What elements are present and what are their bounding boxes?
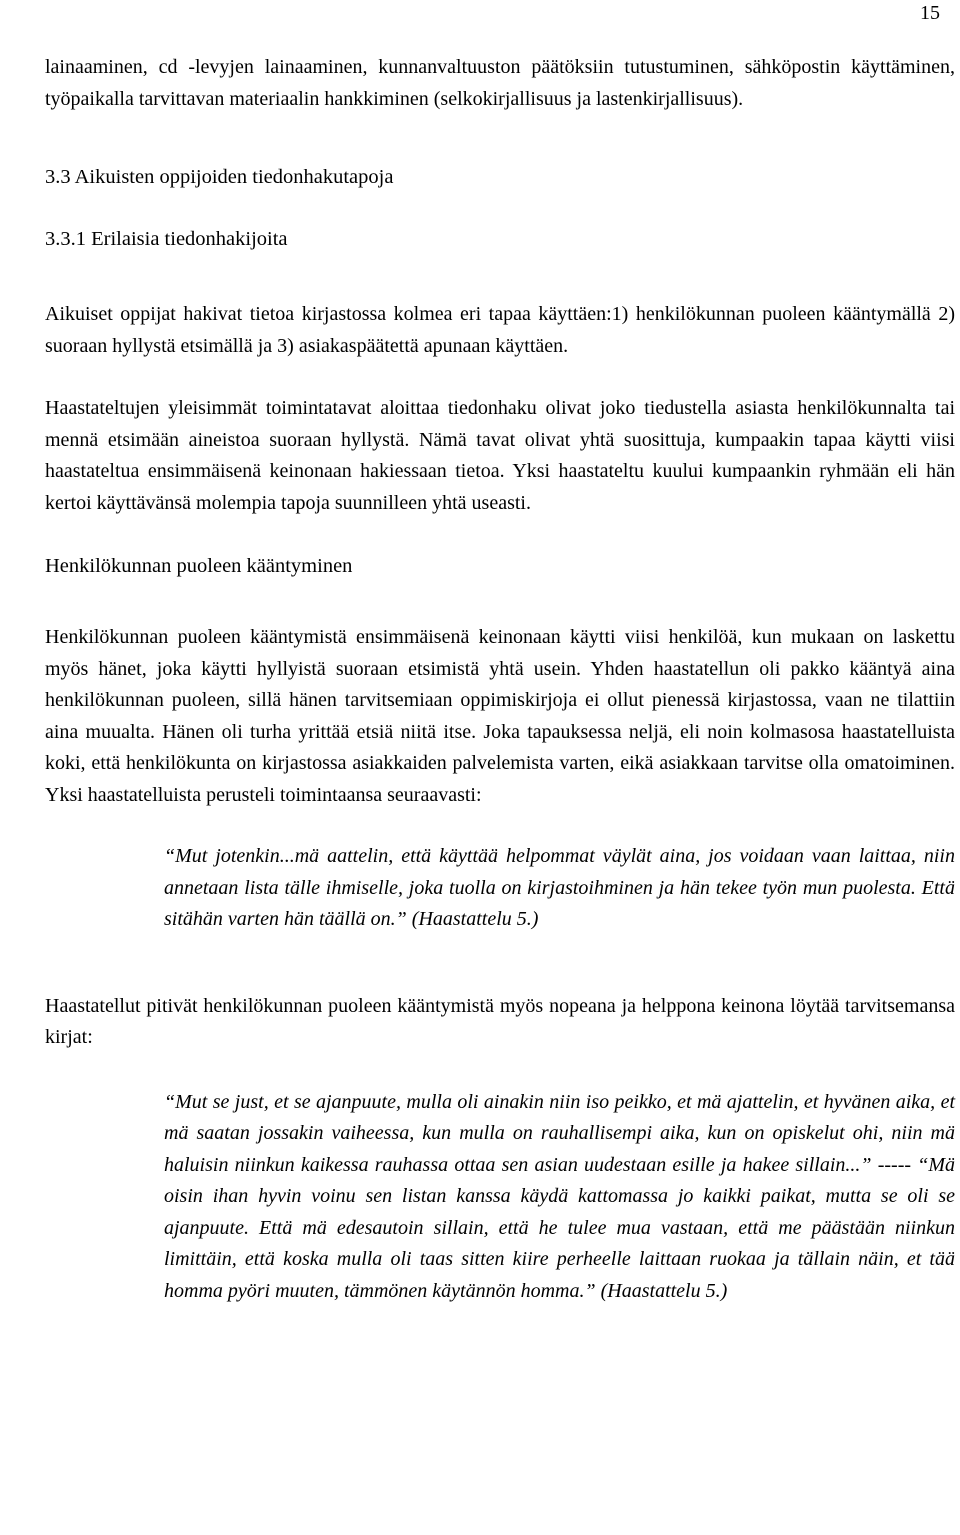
paragraph-staff-help: Henkilökunnan puoleen kääntymistä ensimmäisenä keinonaan käytti viisi henkilöä, kun mukaan on laskettu myös hänet, joka käytti hyllyistä suoraan etsimistä yhtä usein. Yhden haastatellun oli pakko kääntyä aina henkilökunnan puoleen, sillä hänen tarvitsemiaan oppimiskirjoja ei ollut pienessä kirjastossa, vaan ne tilattiin aina muualta. Hänen oli turha yrittää etsiä niitä itse. Joka tapauksessa neljä, eli noin kolmasosa haastatelluista koki, että henkilökunta on kirjastossa asiakkaiden palvelemista varten, eikä asiakkaan tarvitse olla omatoiminen. Yksi haastatelluista perusteli toimintaansa seuraavasti: (45, 626, 955, 806)
topic-heading: Henkilökunnan puoleen kääntyminen (45, 555, 353, 577)
paragraph-search-methods: Aikuiset oppijat hakivat tietoa kirjastossa kolmea eri tapaa käyttäen:1) henkilökunnan puoleen kääntymällä 2) suoraan hyllystä etsimällä ja 3) asiakaspäätettä apunaan käyttäen. (45, 303, 955, 357)
interview-quote-2: “Mut se just, et se ajanpuute, mulla oli ainakin niin iso peikko, et mä ajattelin, et hyvänen aika, et mä saatan jossakin vaiheessa, kun mulla on rauhallisempi aika, kun on opiskelut ohi, niin mä haluisin niinkun kaikessa rauhassa ottaa sen asian uudestaan esille ja hakee sillain...” ----- “Mä oisin ihan hyvin voinu sen listan kanssa käydä kattomassa jo kaikki paikat, mutta se oli se ajanpuute. Että mä edesautoin sillain, että he tulee mua vastaan, että me päästään niinkun limittäin, että koska mulla oli taas sitten kiire perheelle laittaan ruokaa ja tällain näin, et tää homma pyöri muuten, tämmönen käytännön homma.” (Haastattelu 5.) (164, 1090, 955, 1302)
section-heading: 3.3 Aikuisten oppijoiden tiedonhakutapoja (45, 166, 394, 188)
subsection-heading: 3.3.1 Erilaisia tiedonhakijoita (45, 228, 288, 250)
interview-quote-1: “Mut jotenkin...mä aattelin, että käyttää helpommat väylät aina, jos voidaan vaan laittaa, niin annetaan lista tälle ihmiselle, joka tuolla on kirjastoihminen ja hän tekee työn mun puolesta. Että sitähän varten hän täällä on.” (Haastattelu 5.) (164, 845, 955, 930)
page-number: 15 (920, 2, 940, 24)
paragraph-intro-continuation: lainaaminen, cd -levyjen lainaaminen, kunnanvaltuuston päätöksiin tutustuminen, sähköpostin käyttäminen, työpaikalla tarvittavan materiaalin hankkiminen (selkokirjallisuus ja lastenkirjallisuus). (45, 56, 955, 110)
paragraph-fast-easy: Haastatellut pitivät henkilökunnan puoleen kääntymistä myös nopeana ja helppona keinona löytää tarvitsemansa kirjat: (45, 994, 955, 1048)
document-body (45, 52, 955, 1307)
paragraph-common-practices: Haastateltujen yleisimmät toimintatavat aloittaa tiedonhaku olivat joko tiedustella asiasta henkilökunnalta tai mennä etsimään aineistoa suoraan hyllystä. Nämä tavat olivat yhtä suosittuja, kumpaakin tapaa käytti viisi haastateltua ensimmäisenä keinonaan hakiessaan tietoa. Yksi haastateltu kuului kumpaankin ryhmään eli hän kertoi käyttävänsä molempia tapoja suunnilleen yhtä useasti. (45, 397, 955, 514)
